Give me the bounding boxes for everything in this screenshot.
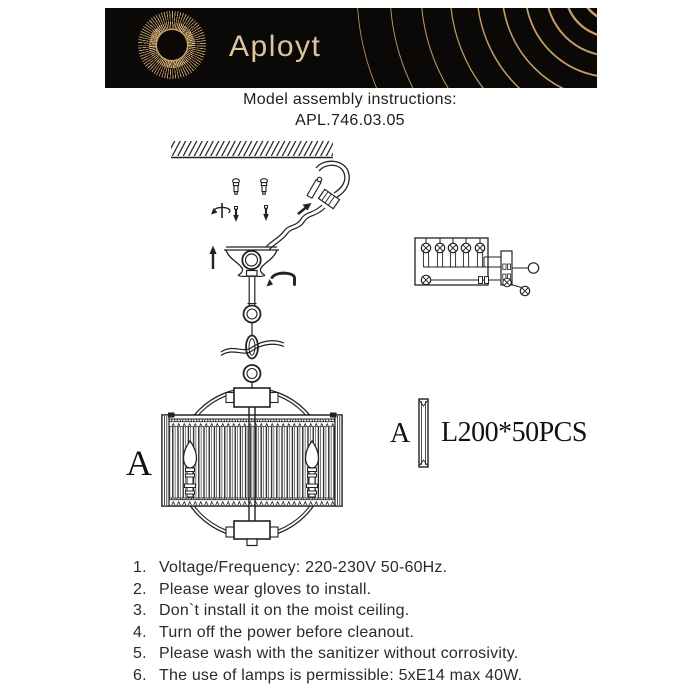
terminal-block-icon (501, 251, 512, 287)
model-number: APL.746.03.05 (295, 112, 405, 129)
legend-label-a: A (390, 418, 411, 449)
up-arrow-icon (209, 246, 216, 270)
instruction-item (133, 622, 593, 644)
instruction-number: 1. (133, 559, 147, 576)
allen-key-icon (267, 273, 295, 286)
wiring-diagram-icon (415, 238, 539, 296)
crystal-rod-icon (419, 399, 428, 467)
lamp-symbol-icon (520, 286, 529, 295)
part-label-a: A (126, 443, 152, 483)
instruction-item (133, 643, 593, 665)
screwdriver-rotation-icon (211, 203, 230, 218)
screw-icon (233, 206, 269, 223)
hanging-rod (247, 271, 258, 307)
lamp-symbol-icon (448, 238, 457, 267)
instruction-item (133, 665, 593, 687)
bottom-connector (226, 521, 278, 546)
chain-ring-icon (244, 365, 261, 389)
instruction-number: 6. (133, 666, 147, 684)
legend-part-code: L200*50PCS (441, 417, 587, 448)
lamp-symbol-icon (421, 238, 430, 267)
lamp-symbol-icon (461, 238, 470, 267)
lamp-symbol-icon (421, 275, 430, 284)
instruction-item (133, 600, 593, 622)
instruction-text: Turn off the power before cleanout. (159, 623, 415, 641)
chain-ring-icon (244, 306, 261, 337)
instruction-text: The use of lamps is permissible: 5xE14 max 40W. (159, 666, 523, 684)
instruction-number: 5. (133, 645, 147, 662)
instructions-list (133, 557, 593, 686)
wall-anchor-icon (233, 179, 268, 195)
instruction-text: Voltage/Frequency: 220-230V 50-60Hz. (159, 559, 448, 576)
instruction-item (133, 579, 593, 601)
instruction-text: Don`t install it on the moist ceiling. (159, 602, 410, 619)
instruction-item (133, 557, 593, 579)
lamp-symbol-icon (435, 238, 444, 267)
instruction-number: 2. (133, 580, 147, 598)
page-title: Model assembly instructions: (243, 91, 457, 108)
instruction-text: Please wash with the sanitizer without corrosivity. (159, 645, 519, 662)
instruction-number: 3. (133, 602, 147, 619)
lamp-symbol-icon (475, 238, 484, 267)
power-cord-icon (266, 161, 349, 250)
instruction-number: 4. (133, 623, 147, 641)
instruction-text: Please wear gloves to install. (159, 580, 372, 598)
ceiling-hatch (171, 141, 333, 158)
brand-name: Aployt (229, 30, 322, 63)
